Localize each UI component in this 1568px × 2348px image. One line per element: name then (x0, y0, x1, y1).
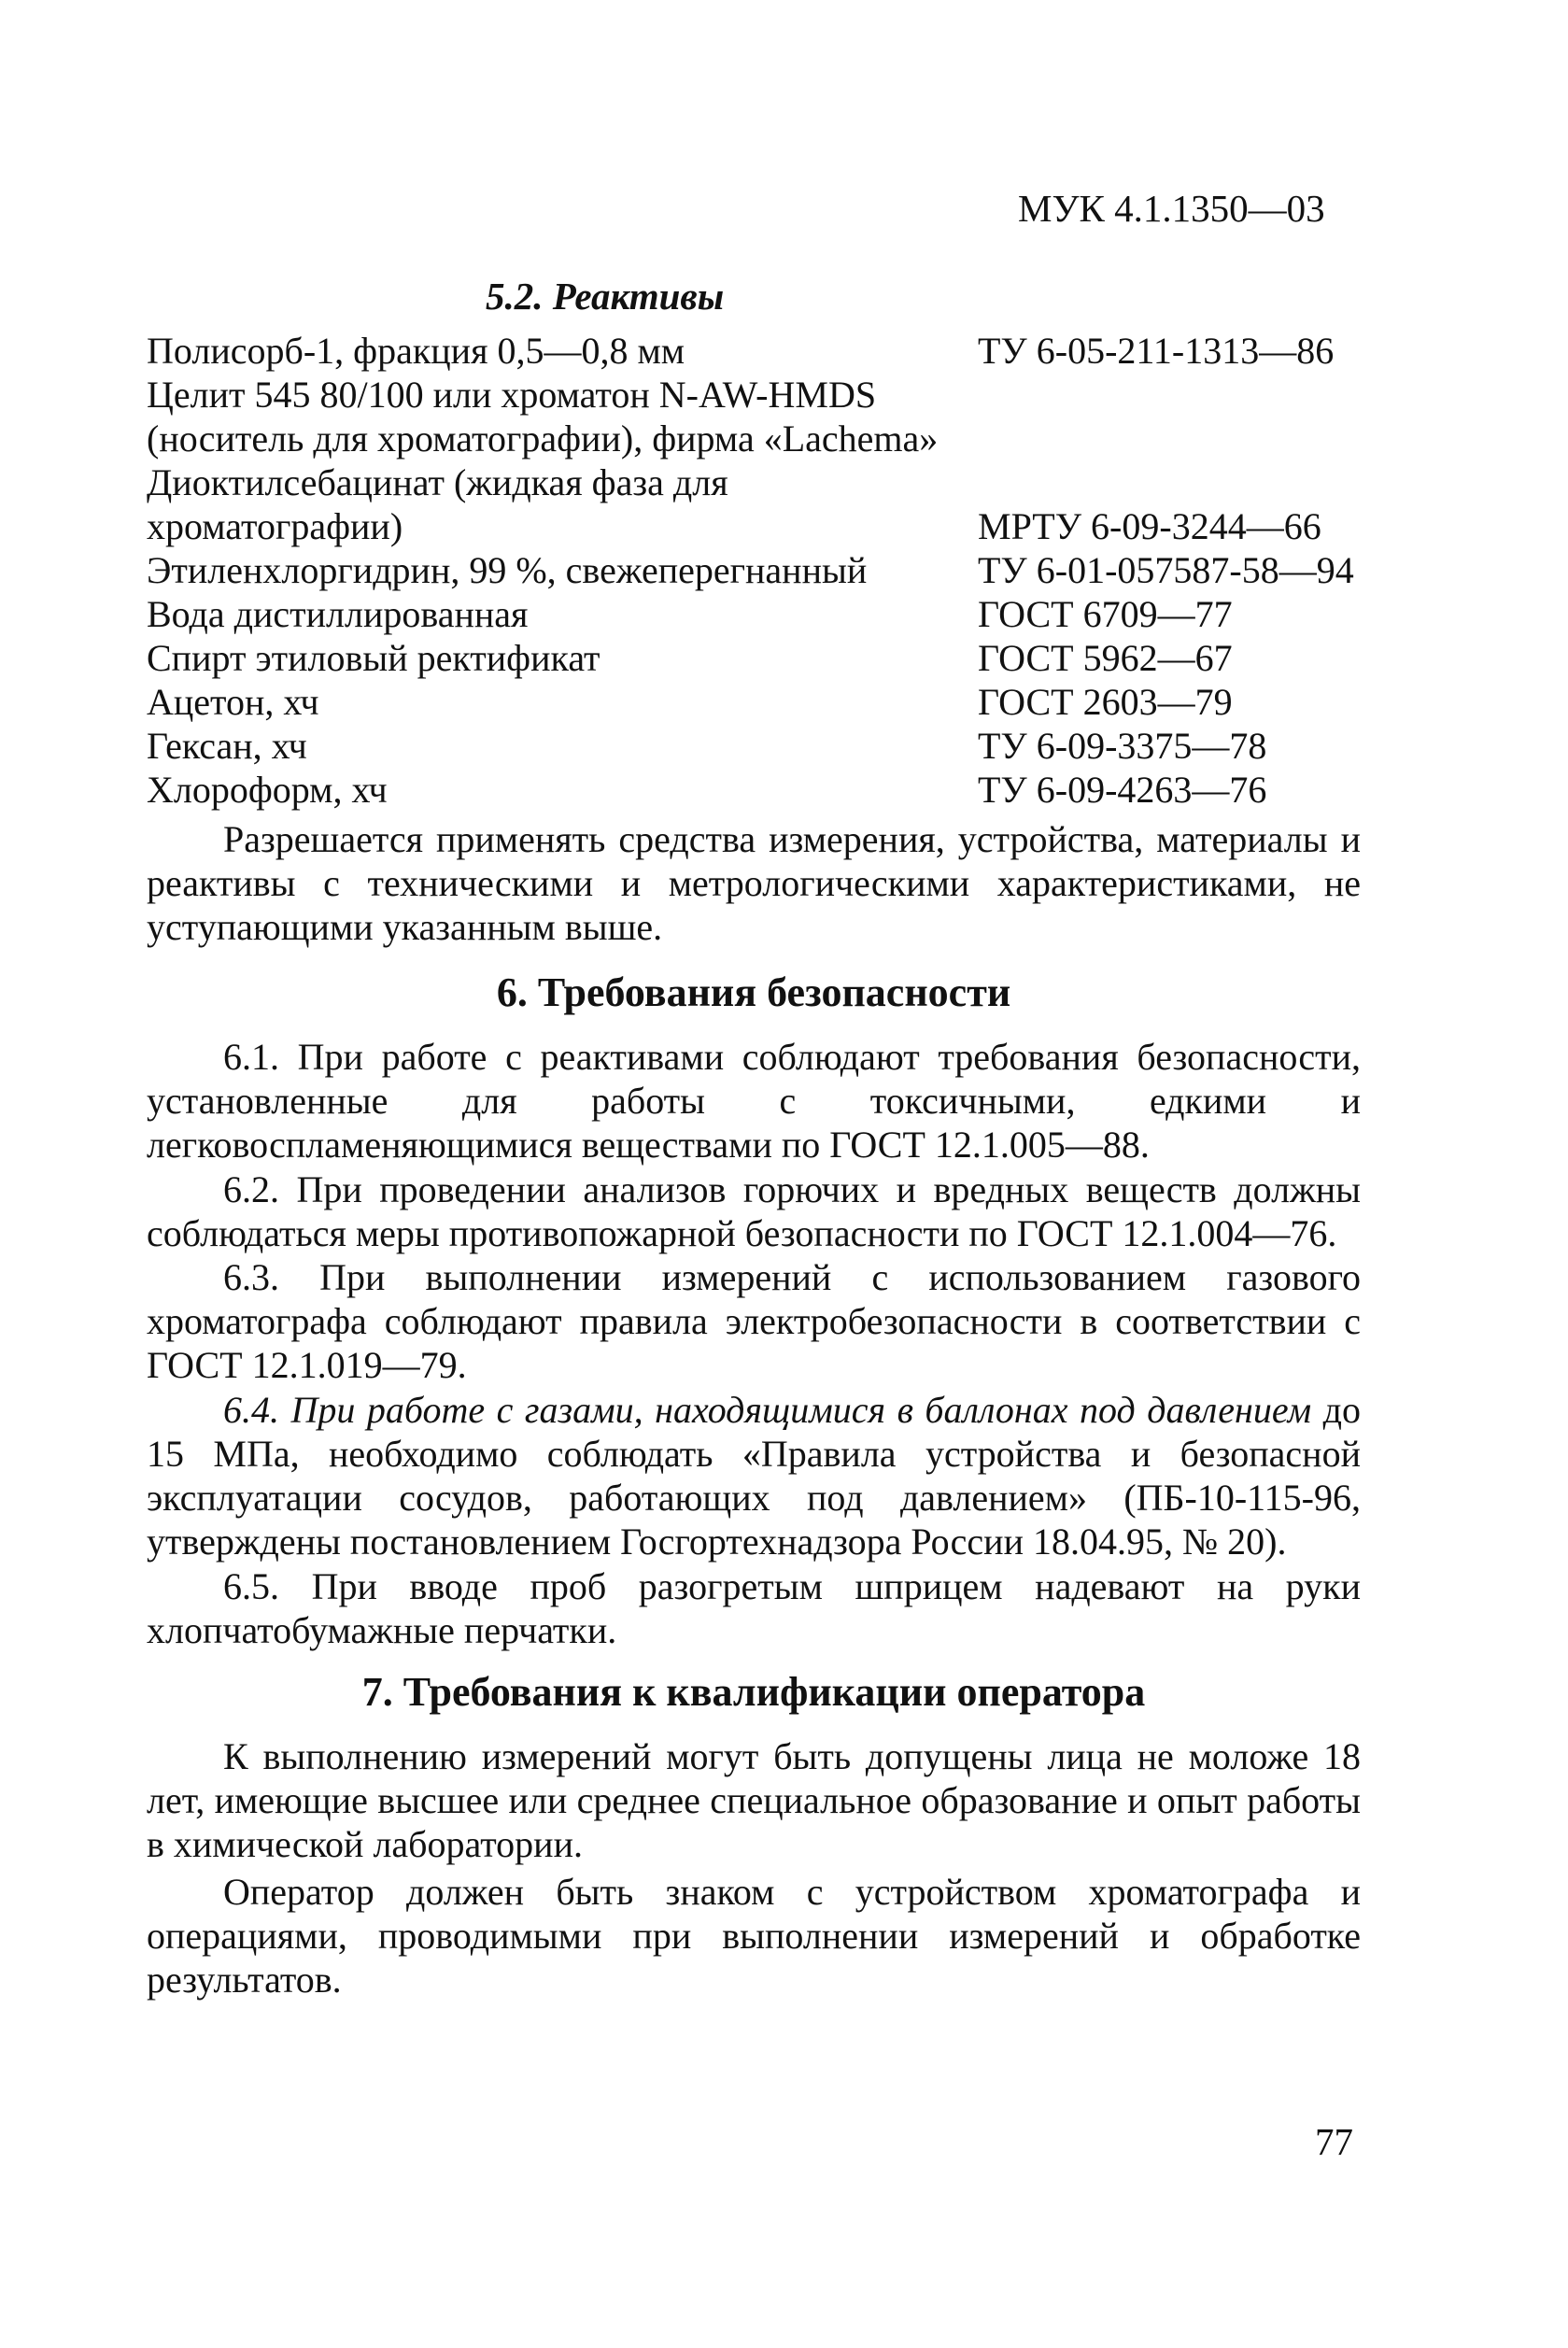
safety-paragraph-6-4-italic: 6.4. При работе с газами, находящимися в баллонах под давлением (223, 1389, 1312, 1431)
reagent-name: хроматографии) (147, 505, 403, 547)
reagent-standard: ТУ 6-09-4263—76 (978, 769, 1267, 811)
document-code: МУК 4.1.1350—03 (1018, 187, 1325, 230)
reagent-standard: ГОСТ 6709—77 (978, 593, 1233, 635)
qualification-paragraph-1: К выполнению измерений могут быть допущены лица не моложе 18 лет, имеющие высшее или среднее специальное образование и опыт работы в химической лаборатории. (147, 1735, 1361, 1865)
reagent-row (147, 768, 1379, 812)
reagent-standard: ГОСТ 2603—79 (978, 681, 1233, 723)
reagent-row (147, 373, 1379, 417)
reagent-name: Вода дистиллированная (147, 593, 529, 635)
qualification-paragraph-2: Оператор должен быть знаком с устройством хроматографа и операциями, проводимыми при выполнении измерений и обработке результатов. (147, 1871, 1361, 2001)
reagent-row (147, 636, 1379, 680)
reagent-standard: ТУ 6-01-057587-58—94 (978, 549, 1354, 591)
reagents-note: Разрешается применять средства измерения, устройства, материалы и реактивы с техническими и метрологическими характеристиками, не уступающими указанным выше. (147, 818, 1361, 948)
reagent-row (147, 548, 1379, 592)
reagent-standard: ТУ 6-09-3375—78 (978, 725, 1267, 767)
reagent-name: Гексан, хч (147, 725, 307, 767)
safety-paragraph-6-3: 6.3. При выполнении измерений с использованием газового хроматографа соблюдают правила электробезопасности в соответствии с ГОСТ 12.1.019—79. (147, 1256, 1361, 1386)
reagent-row (147, 417, 1379, 460)
reagent-name: Целит 545 80/100 или хроматон N-AW-HMDS (147, 374, 877, 416)
reagents-subtitle: 5.2. Реактивы (486, 275, 725, 318)
qualification-heading: 7. Требования к квалификации оператора (361, 1669, 1146, 1715)
reagent-standard: МРТУ 6-09-3244—66 (978, 505, 1321, 547)
reagent-row (147, 504, 1379, 548)
safety-paragraph-6-4-rest: до 15 МПа, необходимо соблюдать «Правила устройства и безопасной эксплуатации сосудов, работающих под давлением» (ПБ-10-115-96, утверждены постановлением Госгортехнадзора России 18.04.95, № 20). (147, 1389, 1362, 1563)
reagent-row (147, 724, 1379, 768)
reagent-row (147, 460, 1379, 504)
reagent-name: Полисорб-1, фракция 0,5—0,8 мм (147, 330, 685, 372)
reagent-standard: ТУ 6-05-211-1313—86 (978, 330, 1335, 372)
reagents-list (147, 329, 1379, 812)
reagent-name: Ацетон, хч (147, 681, 319, 723)
reagent-row (147, 680, 1379, 724)
page-number: 77 (1315, 2120, 1353, 2163)
safety-paragraph-6-1: 6.1. При работе с реактивами соблюдают требования безопасности, установленные для работы с токсичными, едкими и легковоспламеняющимися веществами по ГОСТ 12.1.005—88. (147, 1036, 1361, 1166)
safety-heading: 6. Требования безопасности (496, 969, 1011, 1015)
reagent-name: Этиленхлоргидрин, 99 %, свежеперегнанный (147, 549, 868, 591)
reagent-standard: ГОСТ 5962—67 (978, 637, 1233, 679)
reagent-name: (носитель для хроматографии), фирма «Lachema» (147, 417, 939, 460)
reagent-row (147, 329, 1379, 373)
reagent-name: Спирт этиловый ректификат (147, 637, 600, 679)
reagent-name: Хлороформ, хч (147, 769, 388, 811)
safety-paragraph-6-4 (147, 1388, 1361, 1563)
reagent-row (147, 592, 1379, 636)
safety-paragraph-6-5: 6.5. При вводе проб разогретым шприцем надевают на руки хлопчатобумажные перчатки. (147, 1565, 1361, 1651)
safety-paragraph-6-2: 6.2. При проведении анализов горючих и вредных веществ должны соблюдаться меры противопожарной безопасности по ГОСТ 12.1.004—76. (147, 1168, 1361, 1254)
reagent-name: Диоктилсебацинат (жидкая фаза для (147, 461, 728, 503)
